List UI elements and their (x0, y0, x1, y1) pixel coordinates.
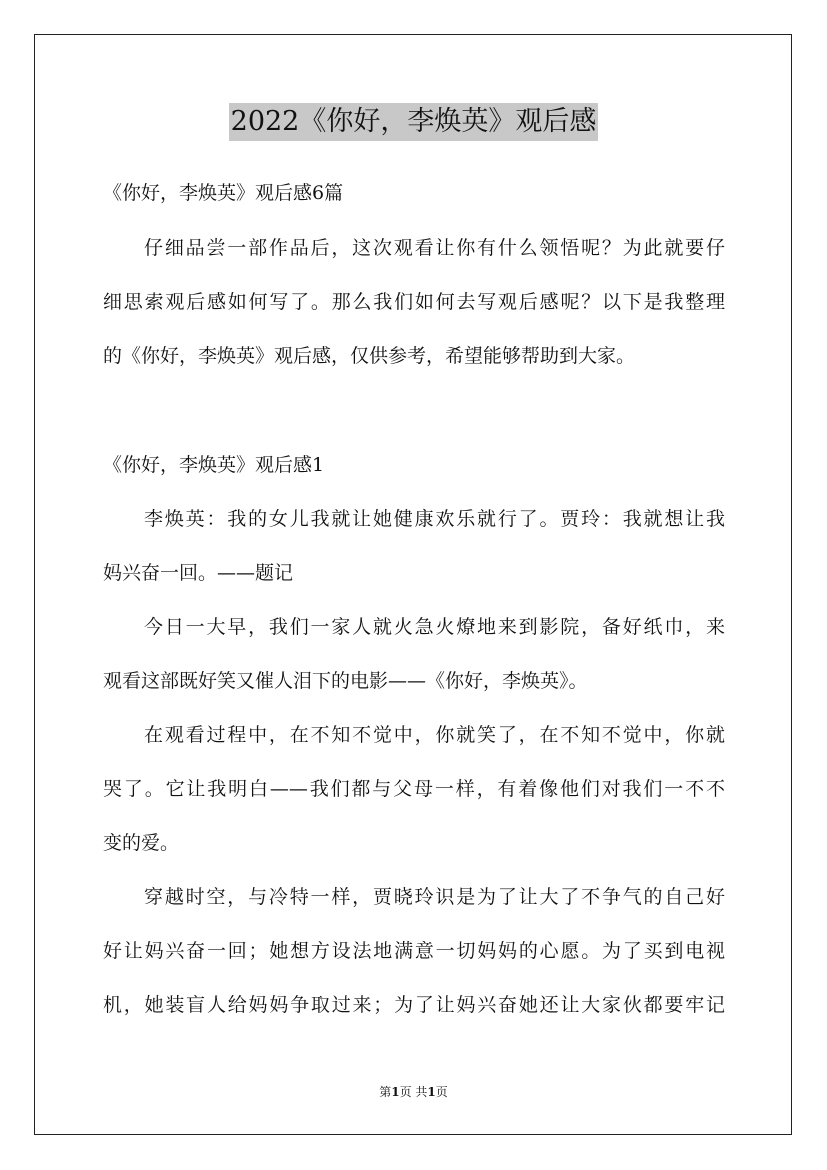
document-subtitle: 《你好，李焕英》观后感6篇 (103, 182, 344, 204)
section-heading: 《你好，李焕英》观后感1 (103, 454, 325, 476)
footer-total-pages: 1 (427, 1085, 436, 1099)
paragraph-3-line-2: 哭了。它让我明白——我们都与父母一样，有着像他们对我们一不不 (103, 778, 725, 800)
footer-page-number: 1 (391, 1085, 400, 1099)
paragraph-3-line-3: 变的爱。 (103, 832, 180, 854)
title-container (0, 103, 827, 141)
intro-line-1: 仔细品尝一部作品后，这次观看让你有什么领悟呢？为此就要仔 (144, 237, 725, 259)
footer-mid: 页 共 (399, 1085, 428, 1099)
paragraph-2-line-1: 今日一大早，我们一家人就火急火燎地来到影院，备好纸巾，来 (144, 616, 725, 638)
paragraph-4-line-1: 穿越时空，与冷特一样，贾晓玲识是为了让大了不争气的自己好 (144, 886, 725, 908)
paragraph-4-line-3: 机，她装盲人给妈妈争取过来；为了让妈兴奋她还让大家伙都要牢记 (103, 994, 725, 1016)
document-title: 2022《你好，李焕英》观后感 (229, 103, 599, 141)
paragraph-4-line-2: 好让妈兴奋一回；她想方设法地满意一切妈妈的心愿。为了买到电视 (103, 940, 725, 962)
paragraph-2-line-2: 观看这部既好笑又催人泪下的电影——《你好，李焕英》。 (103, 670, 588, 692)
paragraph-1-line-1: 李焕英：我的女儿我就让她健康欢乐就行了。贾玲：我就想让我 (144, 508, 725, 530)
footer-suffix: 页 (435, 1085, 448, 1099)
paragraph-1-line-2: 妈兴奋一回。——题记 (103, 562, 294, 584)
intro-line-2: 细思索观后感如何写了。那么我们如何去写观后感呢？以下是我整理 (103, 291, 725, 313)
page-footer (0, 1084, 827, 1100)
paragraph-3-line-1: 在观看过程中，在不知不觉中，你就笑了，在不知不觉中，你就 (144, 724, 725, 746)
intro-line-3: 的《你好，李焕英》观后感，仅供参考，希望能够帮助到大家。 (103, 345, 636, 367)
footer-prefix: 第 (379, 1085, 392, 1099)
